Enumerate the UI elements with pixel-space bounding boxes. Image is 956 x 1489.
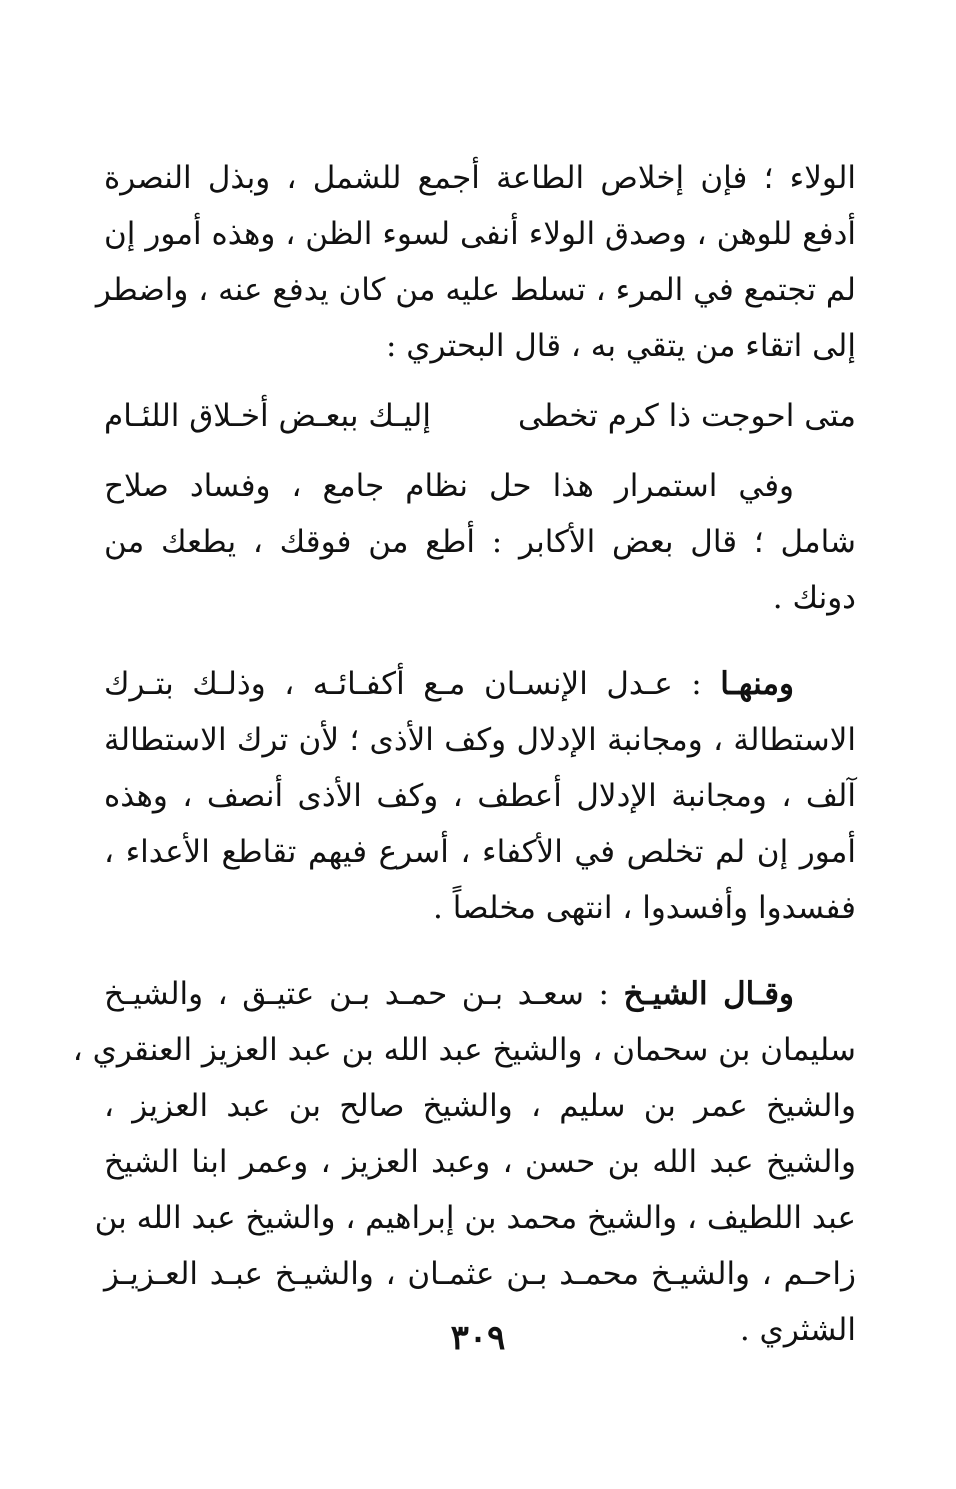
text-line: دونك . — [772, 580, 856, 616]
text-line: آلف ، ومجانبة الإدلال أعطف ، وكف الأذى أنصف ، وهذه — [104, 778, 856, 814]
text-line: أمور إن لم تخلص في الأكفاء ، أسرع فيهم تقاطع الأعداء ، — [104, 834, 856, 870]
page-body — [72, 150, 856, 1358]
paragraph-3 — [104, 656, 856, 936]
poetry-verse — [104, 388, 856, 444]
text-line: شامل ؛ قال بعض الأكابر : أطع من فوقك ، يطعك من — [104, 524, 856, 560]
text-line: أدفع للوهن ، وصدق الولاء أنفى لسوء الظن ، وهذه أمور إن — [104, 216, 856, 252]
text-line: سليمان بن سحمان ، والشيخ عبد الله بن عبد العزيز العنقري ، — [72, 1032, 856, 1068]
text-line: الشثري . — [739, 1312, 856, 1348]
text-line: والشيخ عمر بن سليم ، والشيخ صالح بن عبد العزيز ، — [104, 1088, 856, 1124]
verse-second-hemistich: إليـك ببعـض أخـلاق اللئـام — [104, 398, 431, 434]
paragraph-lead: وقـال الشيـخ — [623, 976, 794, 1012]
text-line-rest: : سعـد بـن حمـد بـن عتيـق ، والشيـخ — [104, 976, 624, 1012]
text-line: الاستطالة ، ومجانبة الإدلال وكف الأذى ؛ لأن ترك الاستطالة — [104, 722, 856, 758]
text-line: عبد اللطيف ، والشيخ محمد بن إبراهيم ، والشيخ عبد الله بن — [94, 1200, 856, 1236]
text-line: والشيخ عبد الله بن حسن ، وعبد العزيز ، وعمر ابنا الشيخ — [104, 1144, 856, 1180]
text-line: وفي استمرار هذا حل نظام جامع ، وفساد صلاح — [104, 468, 794, 504]
paragraph-lead: ومنهـا — [720, 666, 794, 702]
verse-first-hemistich: متى احوجت ذا كرم تخطى — [518, 398, 856, 434]
text-line — [104, 656, 856, 712]
text-line: لم تجتمع في المرء ، تسلط عليه من كان يدفع عنه ، واضطر — [95, 272, 856, 308]
text-line — [104, 966, 856, 1022]
paragraph-1 — [95, 150, 856, 374]
text-line: زاحـم ، والشيـخ محمـد بـن عثمـان ، والشيـخ عبـد العـزيـز — [104, 1256, 856, 1292]
text-line-rest: : عـدل الإنسـان مـع أكفـائـه ، وذلـك بتـرك — [104, 666, 721, 702]
paragraph-2 — [104, 458, 856, 626]
text-line: إلى اتقاء من يتقي به ، قال البحتري : — [385, 328, 856, 364]
page-number: ٣٠٩ — [450, 1318, 506, 1358]
text-line: الولاء ؛ فإن إخلاص الطاعة أجمع للشمل ، وبذل النصرة — [104, 160, 856, 196]
paragraph-4 — [72, 966, 856, 1358]
text-line: ففسدوا وأفسدوا ، انتهى مخلصاً . — [433, 890, 856, 926]
